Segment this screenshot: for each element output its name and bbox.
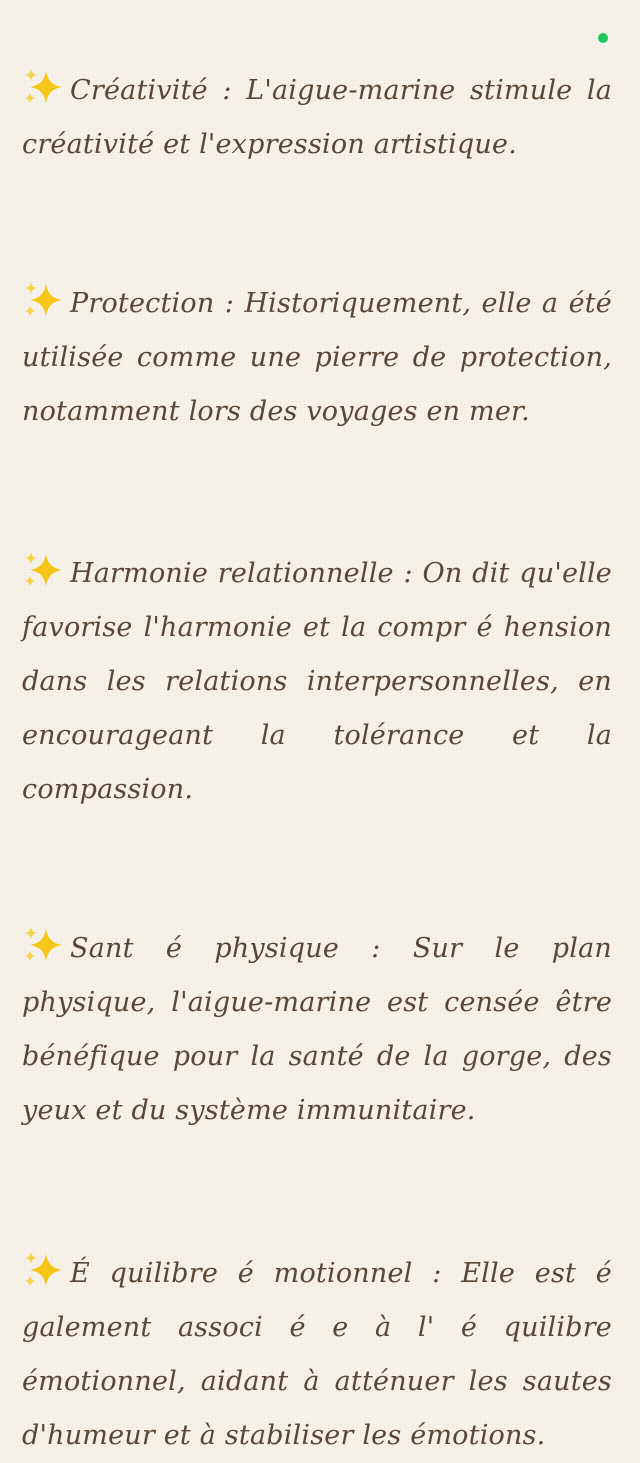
section-title: Créativité [70,75,208,106]
section-separator: : [412,1258,462,1289]
section-protection [22,277,612,439]
section-title: Harmonie relationnelle [70,558,394,589]
sparkles-icon [22,925,68,965]
status-dot-indicator [598,33,608,43]
section-separator: : [207,75,247,106]
sparkles-icon [22,67,68,107]
sparkles-icon [22,1250,68,1290]
section-separator: : [393,558,423,589]
section-text: Elle est é galement associ é e à l' é quilibre émotionnel, aidant à atténuer les sautes d'humeur et à stabiliser les émotions. [22,1258,612,1451]
section-separator: : [339,933,413,964]
section-text: L'aigue-marine stimule la créativité et l'expression artistique. [22,75,612,160]
section-harmonie-relationnelle [22,547,612,817]
section-text: Historiquement, elle a été utilisée comme une pierre de protection, notamment lors des voyages en mer. [22,288,612,427]
section-title: Protection [70,288,215,319]
section-equilibre-emotionnel [22,1247,612,1463]
sparkles-icon [22,280,68,320]
section-sante-physique [22,922,612,1138]
section-title: É quilibre é motionnel [70,1258,413,1289]
section-separator: : [214,288,245,319]
section-text: On dit qu'elle favorise l'harmonie et la compr é hension dans les relations interpersonnelles, en encourageant la tolérance et la compassion. [22,558,612,805]
section-title: Sant é physique [70,933,340,964]
sparkles-icon [22,550,68,590]
section-text: Sur le plan physique, l'aigue-marine est censée être bénéfique pour la santé de la gorge, des yeux et du système immunitaire. [22,933,612,1126]
section-creativite [22,64,612,172]
